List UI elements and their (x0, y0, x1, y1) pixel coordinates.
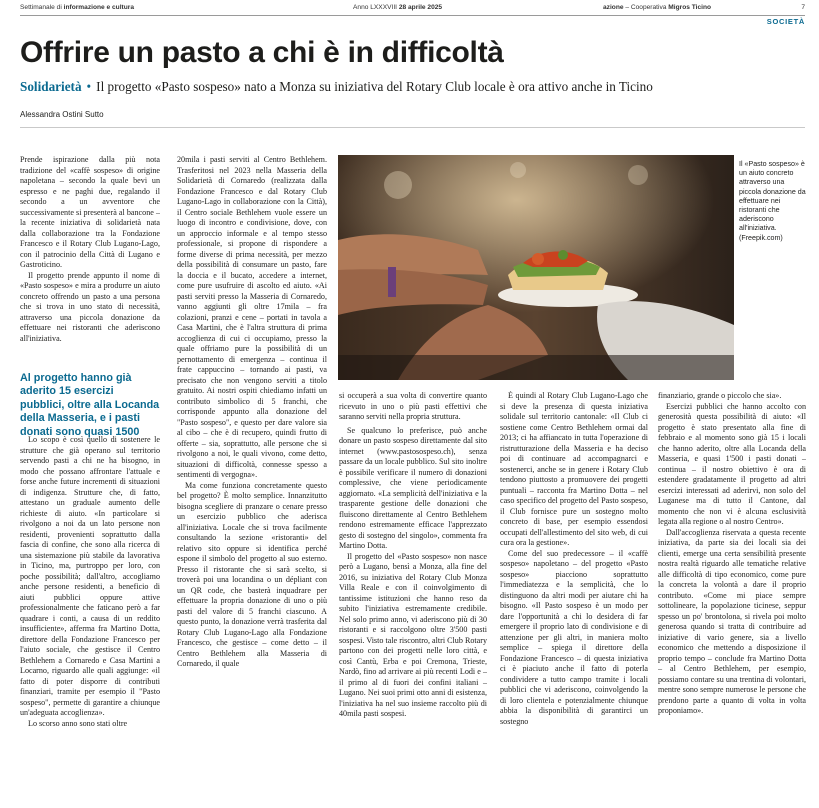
paragraph: finanziario, grande o piccolo che sia». (658, 391, 782, 400)
paragraph: Se qualcuno lo preferisce, può anche donare un pasto sospeso direttamente dal sito internet (www.pastosospeso.ch), senza passare da un locale pubblico. Sul sito inoltre è possibile verificare il numero di donazioni complessive, che viene periodicamente aggiornato. «La semplicità dell'iniziativa e la trasparente gestione delle donazioni che fluiscono direttamente al Centro Bethlehem rendono estremamente efficace l'apprezzato gesto di sostegno del singolo», commenta fra Martino Dotta. (339, 425, 487, 550)
paragraph: Lo scorso anno sono stati oltre (28, 718, 128, 728)
headline: Offrire un pasto a chi è in difficoltà (20, 36, 504, 69)
header-rule (20, 15, 805, 16)
paragraph: si occuperà a sua volta di convertire quanto ricevuto in uno o più pasti effettivi che saranno serviti nella propria struttura. (339, 391, 487, 421)
page-number: 7 (801, 4, 805, 11)
subhead (20, 79, 653, 95)
column-1-bottom (20, 435, 160, 803)
pull-quote: Al progetto hanno già aderito 15 esercizi pubblici, oltre alla Locanda della Masseria, e i pasti donati sono quasi 1500 (20, 372, 160, 438)
column-4 (500, 391, 648, 803)
food-sharing-photo (338, 155, 734, 380)
publisher-prefix: azione (603, 4, 624, 11)
section-label: SOCIETÀ (766, 17, 805, 26)
publisher-label: – Cooperativa (625, 4, 667, 11)
byline: Alessandra Ostini Sutto (20, 110, 104, 119)
paragraph: Esercizi pubblici che hanno accolto con generosità questa possibilità di aiuto: «Il progetto è stato presentato alla fine di febbraio e al momento sono già 15 i locali che hanno aderito, oltre alla Locanda della Masseria, e quasi 1'500 i pasti donati – continua – il nostro obiettivo è ora di estendere gradatamente il progetto ad altri esercizi interessati ad aderirvi, non solo del Luganese ma di tutto il Cantone, dal momento che non vi è alcuna esclusività legata alla regione o al nostro Centro». (658, 401, 806, 526)
paragraph: Il progetto prende appunto il nome di «Pasto sospeso» e mira a produrre un aiuto concreto offrendo un pasto a una persona che si trova in uno stato di necessità, attraverso una piccola donazione da effettuare nei ristoranti che aderiscono all'iniziativa. (20, 270, 160, 343)
column-2 (177, 155, 327, 803)
kicker-separator: • (86, 79, 92, 94)
publisher-label-bold: Migros Ticino (668, 4, 712, 11)
paragraph: 20mila i pasti serviti al Centro Bethlehem. Trasferitosi nel 2023 nella Masseria della Solidarietà di Cornaredo (realizzata dalla Fondazione Francesco e dal Rotary Club Lugano-Lago in collaborazione con la Città), il Centro sociale Bethlehem vuole essere un luogo di incontro e condivisione, dove, con un approccio informale e al tempo stesso professionale, si propone di rispondere a forme diverse di prima necessità, per mezzo della possibilità di consumare un pasto, fare la doccia e il bucato, accedere a internet, come pure usufruire di ascolto ed aiuto. «Ai pasti serviti presso la Masseria di Cornaredo, vanno aggiunti gli oltre 17mila – fra colazioni, pranzi e cene – portati in tavola a Casa Martini, che è l'altra struttura di prima accoglienza di cui ci occupiamo, presso la quale offriamo pure la possibilità di un pernottamento di emergenza – continua il frate cappuccino – tornando ai pasti, va precisato che non vengono serviti a titolo gratuito. Ai nostri ospiti chiediamo infatti un contributo simbolico di 5 franchi, che corrisponde appunto alla donazione del "Pasto sospeso", e questo per dare valore sia al cibo – che è di recupero, quindi frutto di offerte – sia, soprattutto, alle persone che si rivolgono a noi, le quali vivono, come detto, situazioni di difficoltà, connesse spesso a sentimenti di vergogna». (177, 155, 327, 479)
publication-label-bold: informazione e cultura (63, 4, 134, 11)
subhead-text: Il progetto «Pasto sospeso» nato a Monza su iniziativa del Rotary Club locale è ora attivo anche in Ticino (96, 79, 653, 94)
publication-name (20, 4, 134, 11)
column-3 (339, 391, 487, 803)
paragraph: Dall'accoglienza riservata a questa recente iniziativa, da parte sia dei locali sia dei clienti, emerge una certa sensibilità presente nostra realtà riguardo alle tematiche relative alle difficoltà di tipo economico, come pure la concreta la volontà a dare il proprio contributo. «Come mi piace sempre sottolineare, la popolazione ticinese, seppur spesso un po' brontolona, si rivela poi molto generosa quando si tratta di contribuire ad iniziative di vario genere, sia a livello economico che mettendo a disposizione il proprio tempo – conclude fra Martino Dotta – al Centro Bethlehem, per esempio, possiamo contare su una trentina di volontari, mentre sono sempre numerose le persone che prendono parte a quanto di volta in volta proponiamo». (658, 527, 806, 715)
kicker: Solidarietà (20, 79, 82, 94)
paragraph: Ma come funziona concretamente questo bel progetto? È molto semplice. Innanzitutto bisogna scegliere di pranzare o cenare presso un esercizio pubblico che aderisca all'iniziativa. Locale che si trova facilmente consultando la sezione «ristoranti» del relativo sito oppure si identifica perché espone il simbolo del progetto al suo esterno. Presso il ristorante che si sarà scelto, si troverà poi una locandina o un dépliant con un QR code, che basterà inquadrare per effettuare la propria donazione di uno o più pasti del valore di 5 franchi ciascuno. A questo punto, la donazione verrà trasferita dal Rotary Club Lugano-Lago alla Fondazione Francesco, che gestisce – come detto – il Centro Bethlehem alla Masseria di Cornaredo, il quale (177, 480, 327, 668)
paragraph: Prende ispirazione dalla più nota tradizione del «caffè sospeso» di origine napoletana – secondo la quale bevi un espresso e ne paghi due, regalando il secondo a un avventore che successivamente si presenterà al bancone – la recente iniziativa di solidarietà nata dalla collaborazione tra la Fondazione Francesco e il Rotary Club Lugano-Lago, con il patrocinio della Città di Lugano e Gastroticino. (20, 155, 160, 269)
publication-label: Settimanale di (20, 4, 62, 11)
paragraph: Il progetto del «Pasto sospeso» non nasce però a Lugano, bensì a Monza, alla fine del 2016, su iniziativa del Rotary Club Monza Villa Reale e con il coinvolgimento di tantissime istituzioni che hanno reso da subito l'iniziativa estremamente credibile. Nel solo primo anno, vi aderiscono più di 30 ristoranti e si raccolgono oltre 3'500 pasti sospesi. Visto tale riscontro, altri Club Rotary partono con dei progetti nelle loro città, e così Cantù, Erba e poi Cremona, Trieste, Nardò, fino ad arrivare ai più recenti Lodi e – il primo al di fuori dei confini italiani – Lugano. Nei suoi primi otto anni di esistenza, l'iniziativa ha nel suo insieme raccolto più di 40mila pasti sospesi. (339, 551, 487, 718)
title-rule (20, 127, 805, 128)
issue-info (353, 4, 442, 11)
paragraph: È quindi al Rotary Club Lugano-Lago che si deve la presenza di questa iniziativa solidale sul territorio cantonale: «Il Club ci sostiene come Centro Bethlehem ormai dal 2013; ci ha affiancato in tutta l'operazione di ristrutturazione della Masseria e ha deciso poi di continuare ad accompagnarci e sostenerci, anche se in genere i Rotary Club tendono piuttosto a promuovere dei progetti puntuali – racconta fra Martino Dotta – nel caso specifico del progetto del Pasto sospeso, il Club fornisce pure un sostegno molto concreto di base, per esempio essendosi occupati dell'allestimento del sito web, di cui cura ora la gestione». (500, 391, 648, 547)
publisher-info (603, 4, 711, 11)
paragraph: Come del suo predecessore – il «caffè sospeso» napoletano – del progetto «Pasto sospeso» piacciono soprattutto l'immediatezza e la semplicità, che lo distinguono da altri modi per aiutare chi ha bisogno. «Il Pasto sospeso è un modo per dare l'opportunità a chi lo desidera di far emergere il proprio lato di condivisione e di attenzione per gli altri, in maniera molto semplice – spiega il direttore della Fondazione Francesco – di questa iniziativa ci è piaciuto anche il fatto di poterla condividere a tutto campo tramite i locali pubblici che vi aderiscono, coinvolgendo la di loro clientela e potenzialmente chiunque abbia la disponibilità di garantirci un sostegno (500, 548, 648, 726)
column-1-top (20, 155, 160, 367)
issue-date: 28 aprile 2025 (398, 4, 443, 11)
issue-number: Anno LXXXVIII (353, 4, 397, 11)
photo-caption: Il «Pasto sospeso» è un aiuto concreto attraverso una piccola donazione da effettuare nei ristoranti che aderiscono all'iniziativa. (Freepik.com) (739, 160, 806, 242)
paragraph: Lo scopo è così quello di sostenere le strutture che già operano sul territorio servendo pasti a chi ne ha bisogno, in modo che possano affrontare l'attuale e forse anche future incrementi di situazioni di indigenza. Strutture che, di fatto, attestano un graduale aumento delle richieste di aiuto. «In particolare si rivolgono a noi da un lato persone non residenti, provenienti soprattutto dalla fascia di confine, che sono alla ricerca di una sistemazione più stabile da lavorativa in Ticino, ma, purtroppo per loro, con poche possibilità; dall'altro, accogliamo anche persone residenti, a beneficio di aiuti pubblici oppure attive professionalmente che faticano però a far quadrare i conti, a causa di un reddito insufficiente», afferma fra Martino Dotta, direttore della Fondazione Francesco per l'aiuto sociale, che gestisce il Centro Bethlehem a Cornaredo e Casa Martini a Locarno, riguardo alle quali aggiunge: «il fatto di poter disporre di contributi finanziari, tramite per esempio il "Pasto sospeso", permette di garantire a chiunque un'adeguata accoglienza». (20, 435, 160, 717)
column-5 (658, 391, 806, 803)
